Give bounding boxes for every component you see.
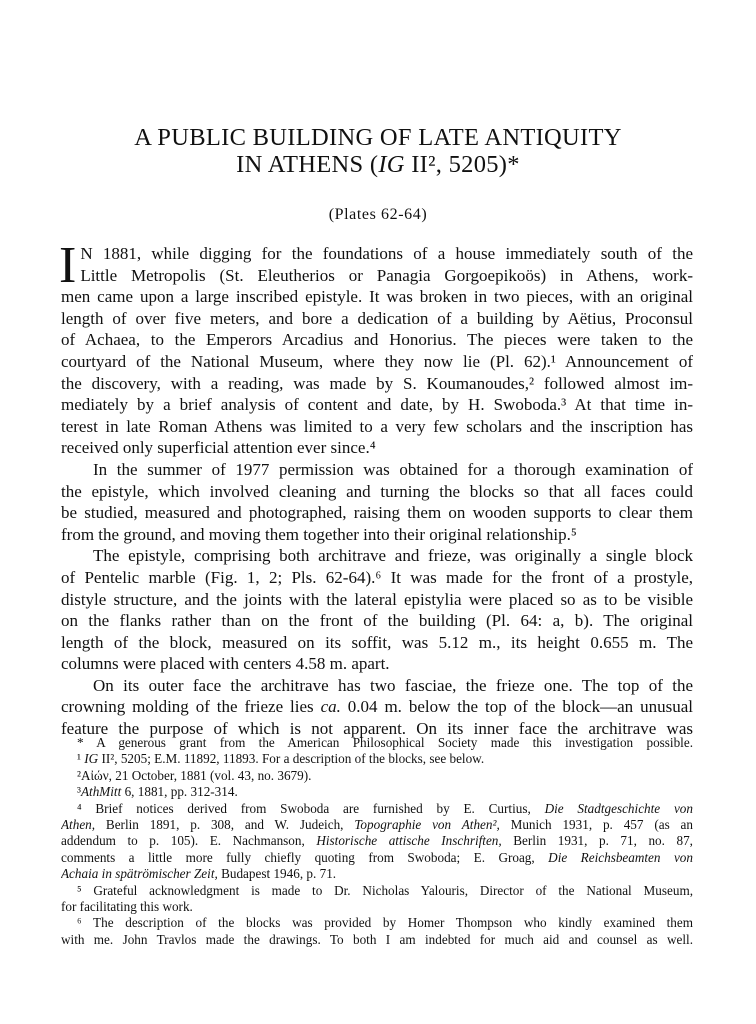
text-line: of Pentelic marble (Fig. 1, 2; Pls. 62-64).⁶ It was made for the front of a prostyle, [61, 567, 693, 587]
title-line-1: A PUBLIC BUILDING OF LATE ANTIQUITY [134, 124, 622, 151]
footnote-segment-italic: Historische attische Inschriften, [316, 833, 502, 849]
footnote-segment: Munich 1931, p. 457 (as an [499, 816, 693, 832]
text-line: feature the purpose of which is not apparent. On its inner face the architrave was [61, 719, 693, 739]
text-line [61, 696, 693, 718]
text-line: the epistyle, which involved cleaning and turning the blocks so that all faces could [61, 481, 693, 501]
footnote-4-line [61, 850, 693, 866]
footnote-4-line [61, 866, 693, 882]
footnote-1 [61, 751, 693, 767]
text-line: terest in late Roman Athens was limited to a very few scholars and the inscription has [61, 416, 693, 436]
title-line-2-pre: IN ATHENS ( [236, 151, 379, 178]
text-line: distyle structure, and the joints with the lateral epistylia were placed so as to be visible [61, 589, 693, 609]
footnote-4-line [61, 833, 693, 849]
text-line: from the ground, and moving them together into their original relationship.⁵ [61, 524, 577, 544]
text-line: received only superficial attention ever since.⁴ [61, 438, 376, 458]
footnote-segment-italic: Die Stadtgeschichte von [544, 800, 693, 816]
text-segment: crowning molding of the frieze lies [61, 697, 321, 717]
text-line: length of over five meters, and bore a dedication of a building by Aëtius, Proconsul [61, 308, 693, 328]
text-line: of Achaea, to the Emperors Arcadius and Honorius. The pieces were taken to the [61, 330, 693, 350]
footnote-2: ²Αἰών, 21 October, 1881 (vol. 43, no. 3679). [77, 767, 312, 783]
footnote-segment: comments a little more fully chiefly quoting from Swoboda; E. Groag, [61, 849, 549, 865]
footnote-segment: ⁴ Brief notices derived from Swoboda are furnished by E. Curtius, [77, 800, 545, 816]
text-line: Little Metropolis (St. Eleutherios or Panagia Gorgoepikoös) in Athens, work- [80, 265, 693, 285]
footnote-segment-italic: IG [84, 751, 99, 767]
footnote-3 [61, 784, 693, 800]
footnote-segment: Berlin 1891, p. 308, and W. Judeich, [95, 816, 355, 832]
footnote-star: * A generous grant from the American Philosophical Society made this investigation possible. [77, 735, 693, 750]
text-line: In the summer of 1977 permission was obtained for a thorough examination of [93, 459, 693, 479]
text-line: length of the block, measured on its soffit, was 5.12 m., its height 0.655 m. The [61, 632, 693, 652]
footnote-segment-italic: AthMitt [80, 784, 122, 800]
paragraph-4 [61, 675, 693, 740]
footnote-6: ⁶ The description of the blocks was provided by Homer Thompson who kindly examined them [77, 915, 693, 931]
footnote-segment: II², 5205; E.M. 11892, 11893. For a description of the blocks, see below. [98, 751, 485, 767]
footnote-4 [61, 801, 693, 817]
footnote-segment-italic: Topographie von Athen², [354, 816, 500, 832]
paragraph-1 [59, 237, 693, 459]
footnote-segment-italic: Athen, [61, 816, 96, 832]
footnote-6-line: with me. John Travlos made the drawings. To both I am indebted for much aid and counsel as well. [61, 931, 693, 947]
footnote-5: ⁵ Grateful acknowledgment is made to Dr. Nicholas Yalouris, Director of the National Museum, [77, 882, 693, 898]
text-line: the discovery, with a reading, was made by S. Koumanoudes,² followed almost im- [61, 373, 693, 393]
footnotes [61, 735, 693, 948]
paragraph-3 [61, 545, 693, 675]
plates-reference: (Plates 62-64) [328, 206, 428, 223]
text-segment-italic: ca. [320, 697, 341, 717]
text-line: On its outer face the architrave has two fasciae, the frieze one. The top of the [93, 675, 693, 695]
text-line: men came upon a large inscribed epistyle. It was broken in two pieces, with an original [61, 287, 693, 307]
paragraph-2 [61, 459, 693, 545]
text-line: mediately by a brief analysis of content and date, by H. Swoboda.³ At that time in- [61, 395, 693, 415]
footnote-segment: Budapest 1946, p. 71. [217, 866, 337, 882]
footnote-segment: ³ [77, 784, 81, 800]
text-line: The epistyle, comprising both architrave and frieze, was originally a single block [93, 546, 693, 566]
title-line-2 [0, 151, 756, 178]
text-line: columns were placed with centers 4.58 m. apart. [61, 654, 390, 674]
footnote-segment-italic: Achaia in spätrömischer Zeit, [61, 866, 218, 882]
article-title [0, 124, 756, 178]
footnote-segment-italic: Die Reichsbeamten von [548, 849, 693, 865]
footnote-5-line: for facilitating this work. [61, 898, 193, 914]
drop-cap: I [59, 237, 77, 294]
text-line: N 1881, while digging for the foundations of a house immediately south of the [80, 244, 693, 263]
footnote-segment: addendum to p. 105). E. Nachmanson, [61, 833, 317, 849]
footnote-segment: ¹ [77, 751, 85, 767]
text-line: on the flanks rather than on the front of the building (Pl. 64: a, b). The original [61, 611, 693, 631]
title-line-2-italic: IG [378, 151, 405, 178]
footnote-segment: 6, 1881, pp. 312-314. [121, 784, 238, 800]
text-segment: 0.04 m. below the top of the block—an unusual [340, 697, 693, 717]
footnote-4-line [61, 817, 693, 833]
text-line: courtyard of the National Museum, where they now lie (Pl. 62).¹ Announcement of [61, 351, 693, 371]
text-line: be studied, measured and photographed, raising them on wooden supports to clear them [61, 503, 693, 523]
article-body [59, 237, 693, 740]
title-line-2-post: II², 5205)* [404, 151, 520, 178]
footnote-segment: Berlin 1931, p. 71, no. 87, [501, 833, 693, 849]
